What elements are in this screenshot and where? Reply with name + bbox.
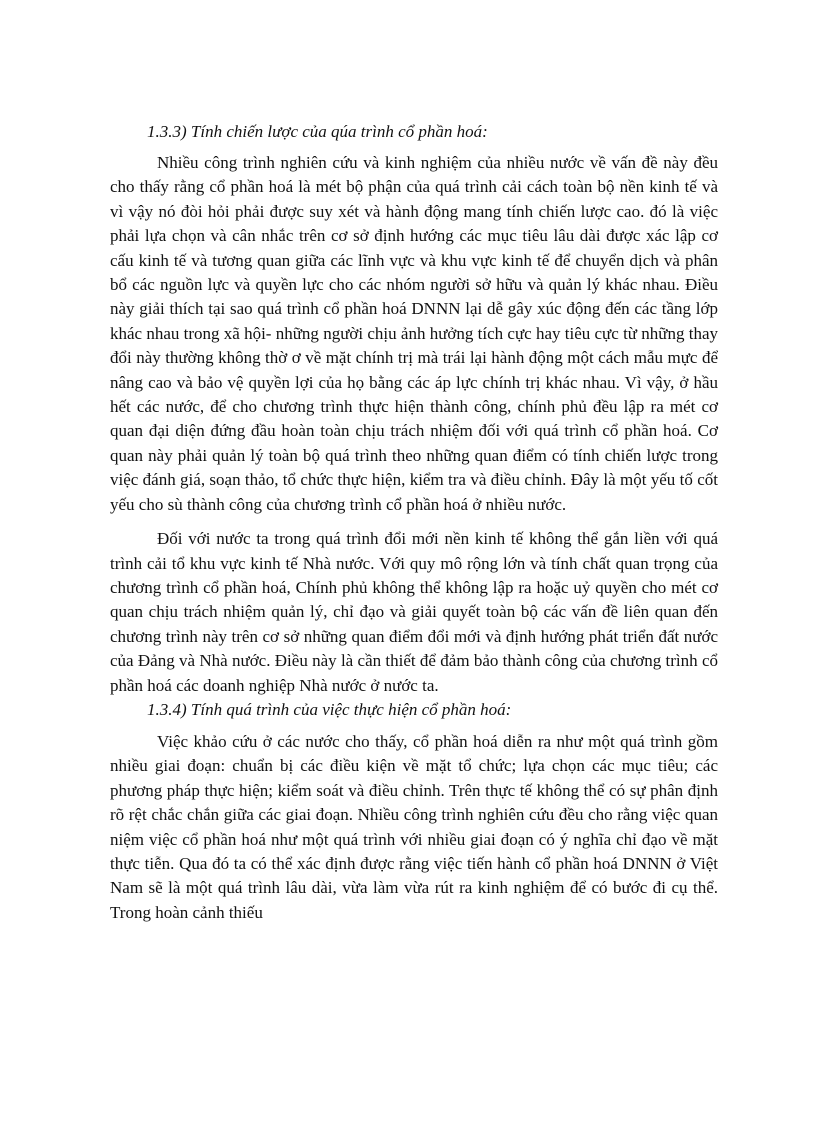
paragraph: Đối với nước ta trong quá trình đổi mới nền kinh tế không thể gắn liền với quá trình cải tổ khu vực kinh tế Nhà nước. Với quy mô rộng lớn và tính chất quan trọng của chương trình cổ phần hoá, Chính phủ không thể không lập ra hoặc uỷ quyền cho mét cơ quan chịu trách nhiệm quản lý, chỉ đạo và giải quyết toàn bộ các vấn đề liên quan đến chương trình này trên cơ sở những quan điểm đổi mới và định hướng phát triển đất nước của Đảng và Nhà nước. Điều này là cần thiết để đảm bảo thành công của chương trình cổ phần hoá các doanh nghiệp Nhà nước ở nước ta. — [110, 529, 718, 695]
section-heading: 1.3.4) Tính quá trình của việc thực hiện cổ phần hoá: — [147, 699, 512, 719]
section-heading: 1.3.3) Tính chiến lược của qúa trình cổ phần hoá: — [147, 122, 488, 141]
paragraph: Việc khảo cứu ở các nước cho thấy, cổ phần hoá diễn ra như một quá trình gồm nhiều giai đoạn: chuẩn bị các điều kiện về mặt tổ chức; lựa chọn các mục tiêu; các phương pháp thực hiện; kiểm soát và điều chỉnh. Trên thực tế không thể có sự phân định rõ rệt chắc chắn giữa các giai đoạn. Nhiều công trình nghiên cứu đều cho rằng việc quan niệm việc cổ phần hoá như một quá trình với nhiều giai đoạn có ý nghĩa chỉ đạo về mặt thực tiễn. Qua đó ta có thể xác định được rằng việc tiến hành cổ phần hoá DNNN ở Việt Nam sẽ là một quá trình lâu dài, vừa làm vừa rút ra kinh nghiệm để có bước đi cụ thể. Trong hoàn cảnh thiếu — [110, 731, 718, 922]
paragraph: Nhiều công trình nghiên cứu và kinh nghiệm của nhiều nước về vấn đề này đều cho thấy rằng cổ phần hoá là mét bộ phận của quá trình cải cách toàn bộ nền kinh tế và vì vậy nó đòi hỏi phải được suy xét và hành động mang tính chiến lược cao. đó là việc phải lựa chọn và cân nhắc trên cơ sở định hướng các mục tiêu lâu dài được xác lập cơ cấu kinh tế và tương quan giữa các lĩnh vực và khu vực kinh tế để chuyển dịch và phân bổ các nguồn lực và quyền lực cho các nhóm người sở hữu và quản lý khác nhau. Điều này giải thích tại sao quá trình cổ phần hoá DNNN lại dễ gây xúc động đến các tầng lớp khác nhau trong xã hội- những người chịu ảnh hưởng tích cực hay tiêu cực từ những thay đổi này thường không thờ ơ về mặt chính trị mà trái lại hành động một cách mẫu mực để nâng cao và bảo vệ quyền lợi của họ bằng các áp lực chính trị khác nhau. Vì vậy, ở hầu hết các nước, để cho chương trình thực hiện thành công, chính phủ đều lập ra mét cơ quan đại diện đứng đầu hoàn toàn chịu trách nhiệm đối với quá trình cổ phần hoá. Cơ quan này phải quản lý toàn bộ quá trình theo những quan điểm có tính chiến lược trong việc đánh giá, soạn thảo, tổ chức thực hiện, kiểm tra và điều chỉnh. Đây là một yếu tố cốt yếu cho sù thành công của chương trình cổ phần hoá ở nhiều nước. — [110, 153, 718, 514]
document-body — [110, 120, 718, 925]
